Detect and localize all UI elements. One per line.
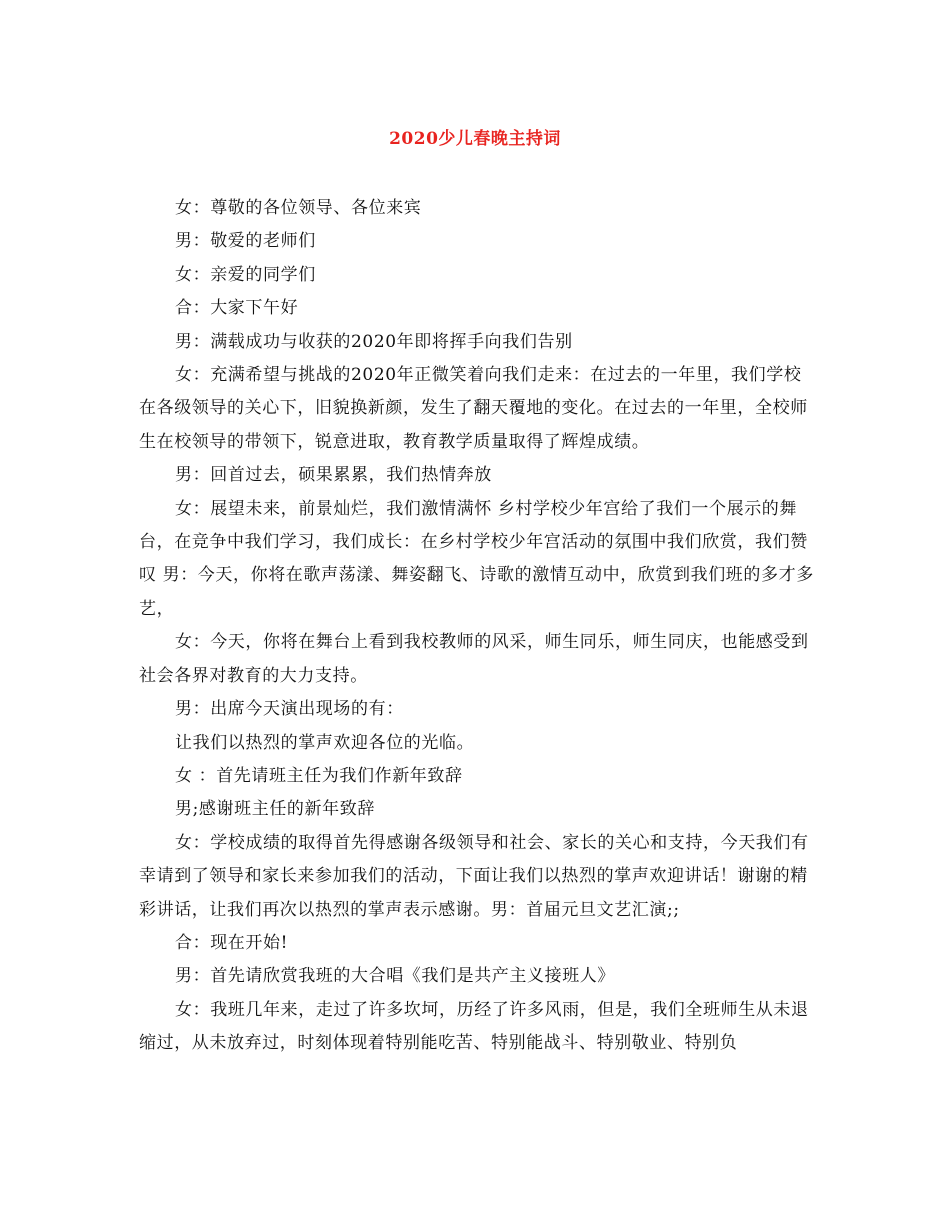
paragraph: 男：回首过去，硕果累累，我们热情奔放: [175, 465, 492, 486]
paragraph: 女：展望未来，前景灿烂，我们激情满怀 乡村学校少年宫给了我们一个展示的舞台，在竞争中我们学习，我们成长：在乡村学校少年宫活动的氛围中我们欣赏，我们赞叹 男：今天，你将在歌声荡漾、舞姿翻飞、诗歌的激情互动中，欣赏到我们班的多才多艺，: [139, 498, 814, 619]
paragraph: 女：尊敬的各位领导、各位来宾: [175, 198, 422, 218]
paragraph: 合：大家下午好: [175, 298, 299, 319]
paragraph: 让我们以热烈的掌声欢迎各位的光临。: [175, 732, 475, 753]
paragraph: 女：我班几年来，走过了许多坎坷，历经了许多风雨，但是，我们全班师生从未退缩过，从未放弃过，时刻体现着特别能吃苦、特别能战斗、特别敬业、特别负: [139, 999, 809, 1054]
paragraph: 男;感谢班主任的新年致辞: [175, 799, 375, 820]
document-title: 2020少儿春晚主持词: [389, 129, 561, 149]
paragraph: 女：今天，你将在舞台上看到我校教师的风采，师生同乐，师生同庆，也能感受到社会各界对教育的大力支持。: [139, 632, 809, 686]
document-body: [139, 192, 815, 1061]
paragraph: 女 ：首先请班主任为我们作新年致辞: [175, 765, 463, 786]
paragraph: 男：出席今天演出现场的有：: [175, 699, 404, 720]
paragraph: 女：亲爱的同学们: [175, 264, 316, 285]
paragraph: 男：敬爱的老师们: [175, 231, 316, 252]
paragraph: 男：首先请欣赏我班的大合唱《我们是共产主义接班人》: [175, 966, 615, 987]
paragraph: 合：现在开始!: [175, 932, 289, 953]
paragraph: 男：满载成功与收获的2020年即将挥手向我们告别: [175, 331, 573, 352]
paragraph: 女：充满希望与挑战的2020年正微笑着向我们走来：在过去的一年里，我们学校在各级领导的关心下，旧貌换新颜，发生了翻天覆地的变化。在过去的一年里，全校师生在校领导的带领下，锐意进取，教育教学质量取得了辉煌成绩。: [139, 365, 808, 452]
paragraph: 女：学校成绩的取得首先得感谢各级领导和社会、家长的关心和支持，今天我们有幸请到了领导和家长来参加我们的活动，下面让我们以热烈的掌声欢迎讲话！谢谢的精彩讲话，让我们再次以热烈的掌声表示感谢。男：首届元旦文艺汇演;;: [139, 832, 809, 920]
